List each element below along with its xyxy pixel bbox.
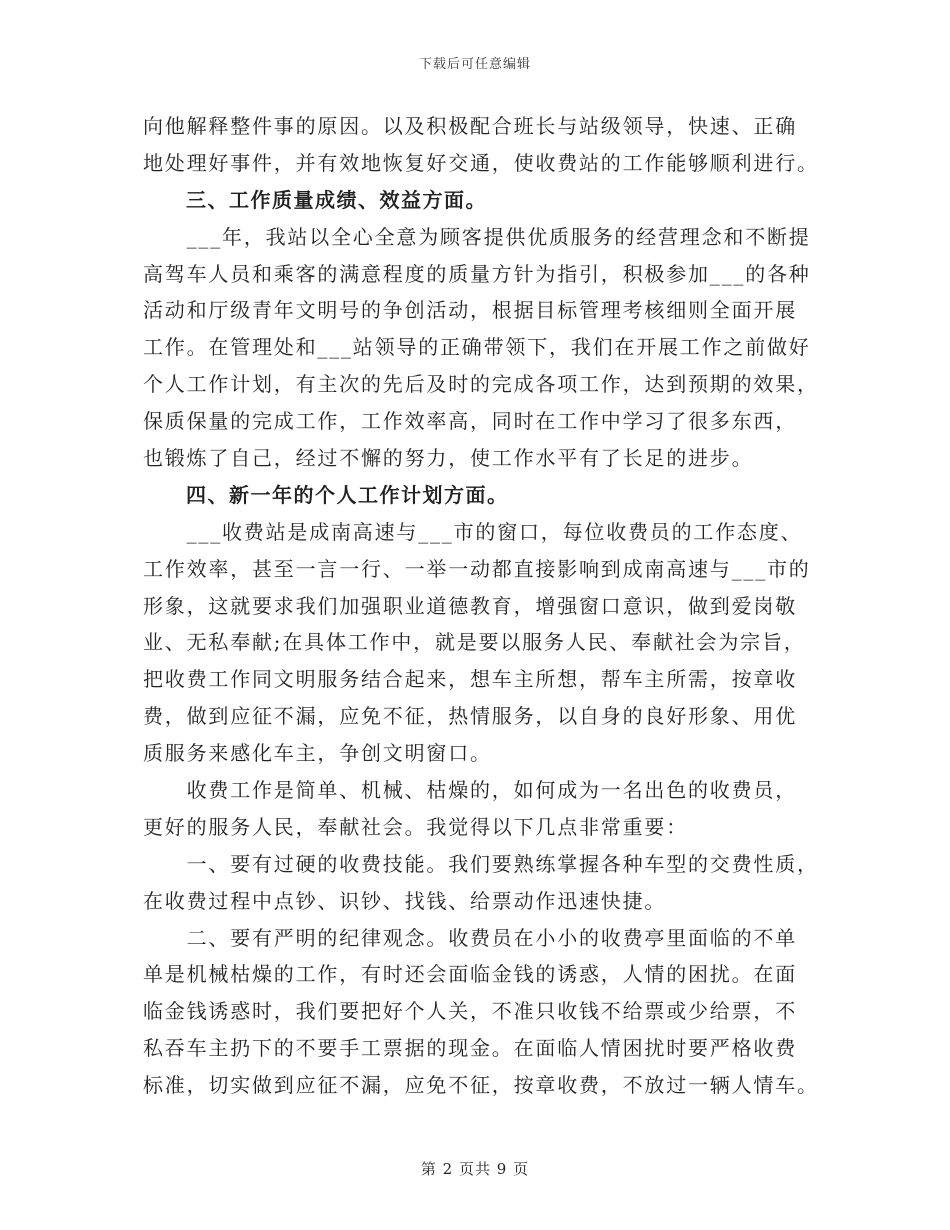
text-line: 形象，这就要求我们加强职业道德教育，增强窗口意识，做到爱岗敬 <box>143 593 797 618</box>
text-line: 临金钱诱惑时，我们要把好个人关，不准只收钱不给票或少给票，不 <box>143 999 797 1024</box>
text-line: 在收费过程中点钞、识钞、找钱、给票动作迅速快捷。 <box>143 888 667 913</box>
text-line: ___收费站是成南高速与___市的窗口，每位收费员的工作态度、 <box>143 519 803 544</box>
text-line: 质服务来感化车主，争创文明窗口。 <box>143 741 492 766</box>
text-line: 单是机械枯燥的工作，有时还会面临金钱的诱惑，人情的困扰。在面 <box>143 962 797 987</box>
text-line: 高驾车人员和乘客的满意程度的质量方针为指引，积极参加___的各种 <box>143 261 811 286</box>
text-line: 个人工作计划，有主次的先后及时的完成各项工作，达到预期的效果， <box>143 372 819 397</box>
page-number: 第 2 页共 9 页 <box>420 1160 530 1178</box>
text-line: 工作。在管理处和___站领导的正确带领下，我们在开展工作之前做好 <box>143 335 811 360</box>
text-line: 把收费工作同文明服务结合起来，想车主所想，帮车主所需，按章收 <box>143 667 797 692</box>
section-heading: 三、工作质量成绩、效益方面。 <box>143 187 487 212</box>
text-line: 一、要有过硬的收费技能。我们要熟练掌握各种车型的交费性质， <box>143 851 819 876</box>
text-line: 工作效率，甚至一言一行、一举一动都直接影响到成南高速与___市的 <box>143 556 811 581</box>
text-line: 活动和厅级青年文明号的争创活动，根据目标管理考核细则全面开展 <box>143 298 797 323</box>
page-header: 下载后可任意编辑 <box>418 57 531 72</box>
text-line: 也锻炼了自己，经过不懈的努力，使工作水平有了长足的进步。 <box>143 446 754 471</box>
text-line: 私吞车主扔下的不要手工票据的现金。在面临人情困扰时要严格收费 <box>143 1036 797 1061</box>
text-line: 费，做到应征不漏，应免不征，热情服务，以自身的良好形象、用优 <box>143 704 797 729</box>
text-line: 向他解释整件事的原因。以及积极配合班长与站级领导，快速、正确 <box>143 114 797 138</box>
text-line: 收费工作是简单、机械、枯燥的，如何成为一名出色的收费员， <box>143 778 797 803</box>
text-line: 标准，切实做到应征不漏，应免不征，按章收费，不放过一辆人情车。 <box>143 1073 819 1098</box>
text-line: 更好的服务人民，奉献社会。我觉得以下几点非常重要： <box>143 814 688 839</box>
section-heading: 四、新一年的个人工作计划方面。 <box>143 482 509 507</box>
text-line: 地处理好事件，并有效地恢复好交通，使收费站的工作能够顺利进行。 <box>143 150 819 175</box>
text-line: ___年，我站以全心全意为顾客提供优质服务的经营理念和不断提 <box>143 224 811 249</box>
document-body <box>143 108 819 1104</box>
text-line: 业、无私奉献;在具体工作中，就是要以服务人民、奉献社会为宗旨， <box>143 630 806 655</box>
text-line: 保质保量的完成工作，工作效率高，同时在工作中学习了很多东西， <box>143 409 797 434</box>
text-line: 二、要有严明的纪律观念。收费员在小小的收费亭里面临的不单 <box>143 925 797 950</box>
